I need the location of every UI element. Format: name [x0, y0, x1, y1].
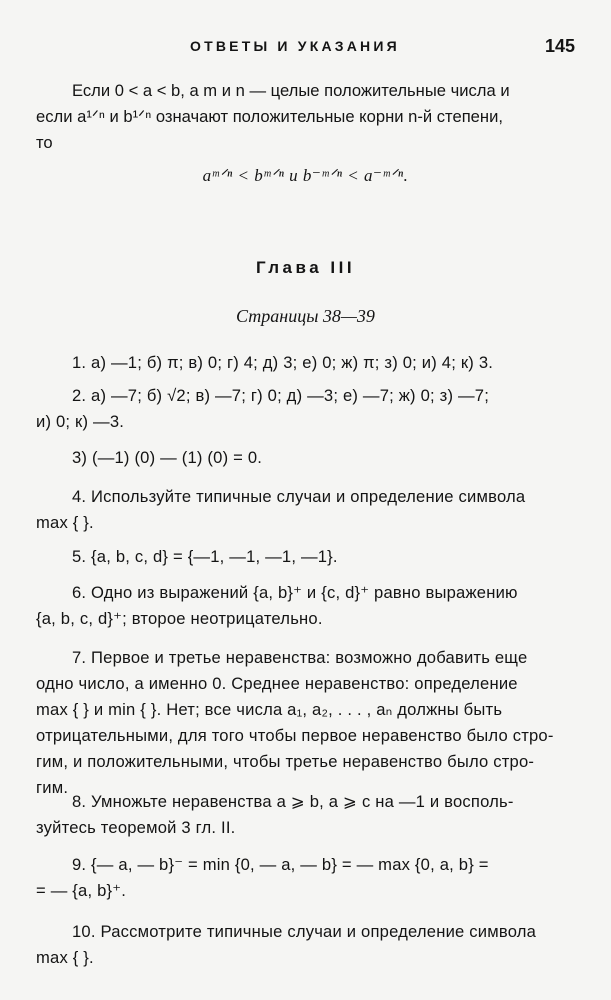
answer-8-line-1: 8. Умножьте неравенства a ⩾ b, a ⩾ c на —1 и восполь- [72, 792, 514, 811]
display-formula: aᵐᐟⁿ < bᵐᐟⁿ и b⁻ᵐᐟⁿ < a⁻ᵐᐟⁿ. [202, 166, 409, 185]
answer-7-line-3: max { } и min { }. Нет; все числа a₁, a₂, . . . , aₙ должны быть [36, 700, 503, 719]
pages-title: Страницы 38—39 [236, 306, 375, 326]
answer-5-line-1: 5. {a, b, c, d} = {—1, —1, —1, —1}. [72, 547, 338, 566]
answer-4-line-1: 4. Используйте типичные случаи и определение символа [72, 487, 526, 506]
answer-2-line-2: и) 0; к) —3. [36, 412, 125, 431]
answer-6-line-2: {a, b, c, d}⁺; второе неотрицательно. [36, 609, 323, 628]
page-number: 145 [544, 36, 575, 56]
answer-8-line-2: зуйтесь теоремой 3 гл. II. [36, 818, 236, 837]
answer-4-line-2: max { }. [36, 513, 94, 532]
page-header [0, 36, 611, 60]
answer-7-line-5: гим, и положительными, чтобы третье неравенство было стро- [36, 752, 535, 771]
intro-line-3: то [36, 133, 53, 152]
answer-7-line-1: 7. Первое и третье неравенства: возможно добавить еще [72, 648, 528, 667]
answer-3-line-1: 3) (—1) (0) — (1) (0) = 0. [72, 448, 263, 467]
answer-2-line-1: 2. а) —7; б) √2; в) —7; г) 0; д) —3; е) —7; ж) 0; з) —7; [72, 386, 490, 405]
answer-10-line-1: 10. Рассмотрите типичные случаи и определение символа [72, 922, 537, 941]
chapter-title: Глава III [255, 258, 356, 277]
answer-10-line-2: max { }. [36, 948, 94, 967]
answer-9-line-2: = — {a, b}⁺. [36, 881, 127, 900]
running-head: ОТВЕТЫ И УКАЗАНИЯ [190, 38, 400, 54]
answer-1-line-1: 1. а) —1; б) π; в) 0; г) 4; д) 3; е) 0; ж) π; з) 0; и) 4; к) 3. [72, 353, 494, 372]
answer-9-line-1: 9. {— a, — b}⁻ = min {0, — a, — b} = — max {0, a, b} = [72, 855, 489, 874]
intro-line-1: Если 0 < a < b, а m и n — целые положительные числа и [72, 81, 510, 100]
answer-7-line-2: одно число, а именно 0. Среднее неравенство: определение [36, 674, 518, 693]
intro-line-2: если a¹ᐟⁿ и b¹ᐟⁿ означают положительные корни n-й степени, [36, 107, 503, 126]
answer-7-line-6: гим. [36, 778, 69, 797]
answer-6-line-1: 6. Одно из выражений {a, b}⁺ и {c, d}⁺ равно выражению [72, 583, 518, 602]
answer-7-line-4: отрицательными, для того чтобы первое неравенство было стро- [36, 726, 554, 745]
